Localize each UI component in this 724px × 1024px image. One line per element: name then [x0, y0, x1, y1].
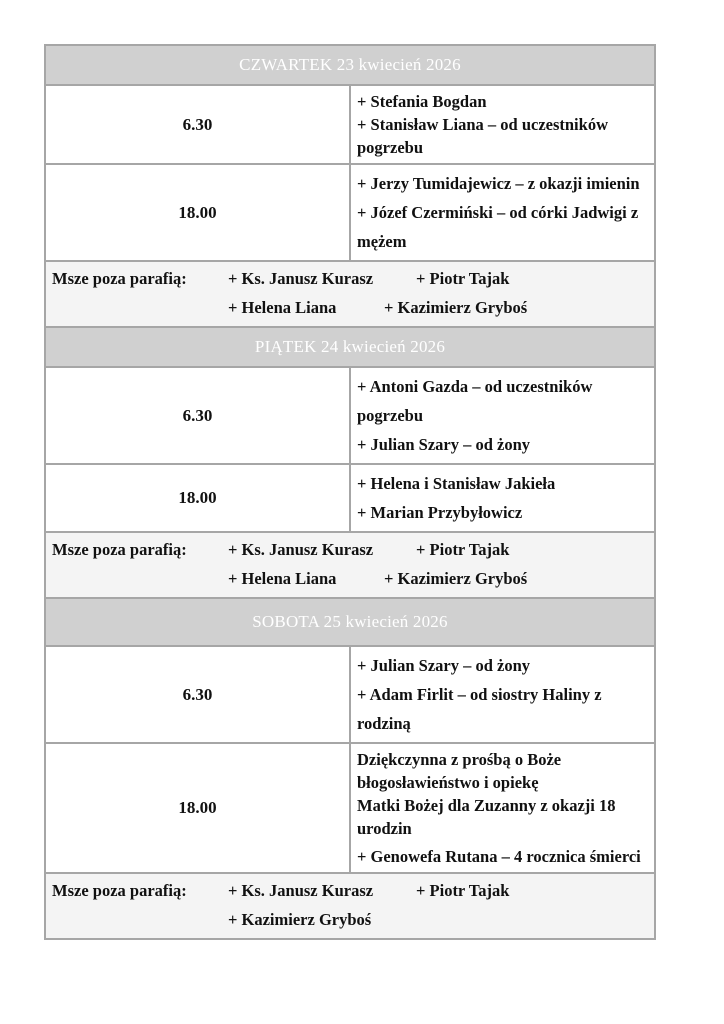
- mass-time: 6.30: [45, 646, 350, 743]
- mass-schedule: [44, 44, 656, 940]
- outside-mass-name: + Ks. Janusz Kurasz: [228, 540, 374, 559]
- mass-row: [45, 743, 655, 873]
- mass-row: [45, 164, 655, 261]
- mass-row: [45, 464, 655, 532]
- intention: Dziękczynna z prośbą o Boże błogosławieństwo i opiekę: [357, 750, 562, 792]
- day-header-thursday: [45, 45, 655, 85]
- outside-mass-name: + Piotr Tajak: [416, 881, 510, 900]
- outside-mass-name: + Ks. Janusz Kurasz: [228, 881, 374, 900]
- intention: + Jerzy Tumidajewicz – z okazji imienin: [357, 174, 640, 193]
- outside-masses-row: [45, 261, 655, 327]
- intention: + Stefania Bogdan: [357, 92, 487, 111]
- outside-masses: [46, 533, 654, 597]
- schedule-table: [44, 44, 656, 940]
- intention: + Julian Szary – od żony: [357, 656, 531, 675]
- mass-intentions: [350, 464, 655, 532]
- mass-time: 18.00: [45, 464, 350, 532]
- intention: + Adam Firlit – od siostry Haliny z rodziną: [357, 685, 602, 733]
- mass-intentions: [350, 743, 655, 873]
- outside-mass-name: + Piotr Tajak: [416, 269, 510, 288]
- intention: + Antoni Gazda – od uczestników pogrzebu: [357, 377, 593, 425]
- outside-masses-row: [45, 532, 655, 598]
- outside-masses-label: Msze poza parafią:: [52, 881, 187, 900]
- mass-time: 18.00: [45, 743, 350, 873]
- outside-mass-name: + Piotr Tajak: [416, 540, 510, 559]
- outside-masses-label: Msze poza parafią:: [52, 540, 187, 559]
- outside-mass-name: + Helena Liana: [228, 298, 337, 317]
- outside-masses-label: Msze poza parafią:: [52, 269, 187, 288]
- outside-mass-name: + Kazimierz Gryboś: [384, 298, 528, 317]
- mass-intentions: [350, 367, 655, 464]
- intention: + Genowefa Rutana – 4 rocznica śmierci: [357, 847, 641, 866]
- intention: + Julian Szary – od żony: [357, 435, 531, 454]
- mass-row: [45, 85, 655, 164]
- mass-row: [45, 646, 655, 743]
- outside-mass-name: + Kazimierz Gryboś: [228, 910, 372, 929]
- intention: + Józef Czermiński – od córki Jadwigi z mężem: [357, 203, 639, 251]
- intention: + Marian Przybyłowicz: [357, 503, 523, 522]
- intention: + Helena i Stanisław Jakieła: [357, 474, 556, 493]
- intention: + Stanisław Liana – od uczestników pogrzebu: [357, 115, 608, 157]
- mass-intentions: [350, 646, 655, 743]
- intention: Matki Bożej dla Zuzanny z okazji 18 urodzin: [357, 796, 616, 838]
- outside-masses: [46, 874, 654, 938]
- day-header-saturday: [45, 598, 655, 646]
- outside-masses: [46, 262, 654, 326]
- mass-intentions: [350, 164, 655, 261]
- day-header: PIĄTEK 24 kwiecień 2026: [45, 327, 655, 367]
- mass-time: 6.30: [45, 367, 350, 464]
- outside-masses-row: [45, 873, 655, 939]
- outside-mass-name: + Ks. Janusz Kurasz: [228, 269, 374, 288]
- mass-intentions: [350, 85, 655, 164]
- outside-mass-name: + Helena Liana: [228, 569, 337, 588]
- mass-time: 18.00: [45, 164, 350, 261]
- outside-mass-name: + Kazimierz Gryboś: [384, 569, 528, 588]
- day-header: CZWARTEK 23 kwiecień 2026: [45, 45, 655, 85]
- day-header: SOBOTA 25 kwiecień 2026: [45, 598, 655, 646]
- mass-time: 6.30: [45, 85, 350, 164]
- day-header-friday: [45, 327, 655, 367]
- mass-row: [45, 367, 655, 464]
